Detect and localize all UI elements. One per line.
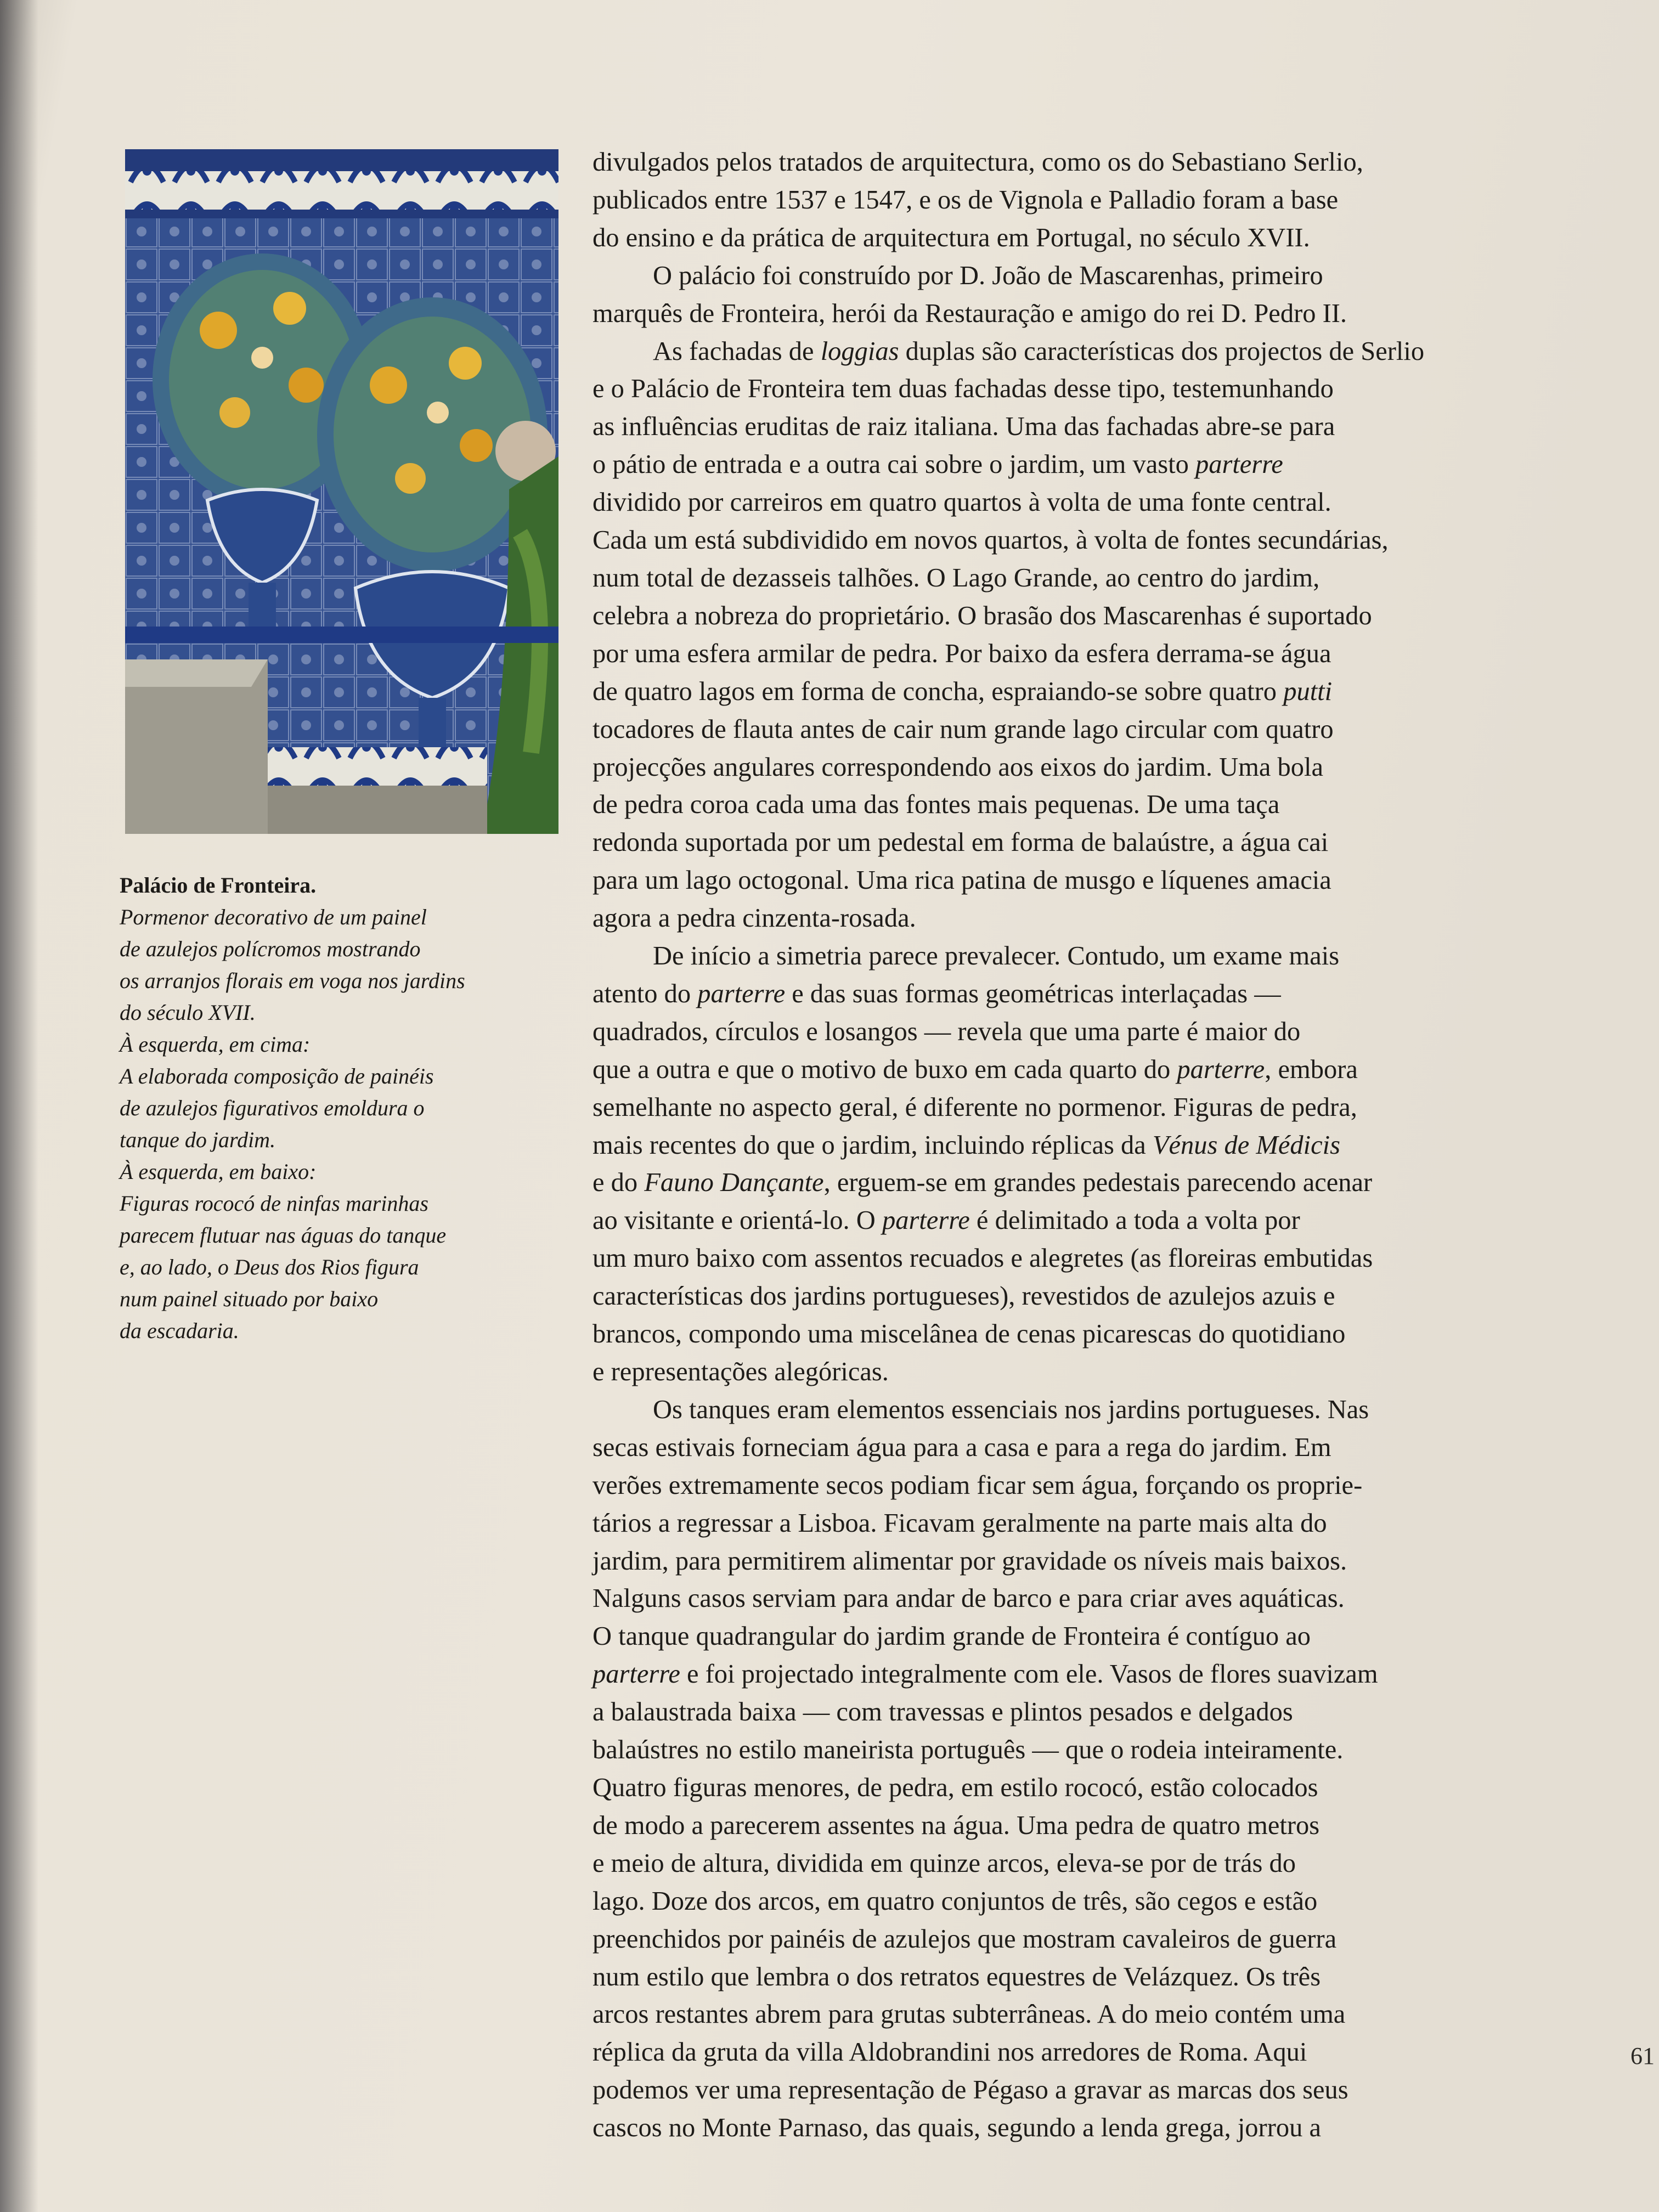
body-text-line: o pátio de entrada e a outra cai sobre o jardim, um vasto parterre: [592, 450, 1283, 479]
photo-caption: [120, 870, 558, 1347]
azulejo-photo: [125, 149, 558, 834]
caption-line: tanque do jardim.: [120, 1127, 276, 1152]
body-text-line: arcos restantes abrem para grutas subterrâneas. A do meio contém uma: [592, 2000, 1346, 2029]
body-text-line: semelhante no aspecto geral, é diferente no pormenor. Figuras de pedra,: [592, 1092, 1357, 1122]
body-text-line: réplica da gruta da villa Aldobrandini nos arredores de Roma. Aqui: [592, 2038, 1307, 2067]
body-text-line: agora a pedra cinzenta-rosada.: [592, 904, 916, 933]
azulejo-panel-illustration: [125, 149, 558, 834]
body-text-line: e representações alegóricas.: [592, 1357, 889, 1386]
body-text-line: brancos, compondo uma miscelânea de cenas picarescas do quotidiano: [592, 1319, 1346, 1349]
body-text-line: Nalguns casos serviam para andar de barco e para criar aves aquáticas.: [592, 1584, 1345, 1613]
body-text-line: lago. Doze dos arcos, em quatro conjuntos de três, são cegos e estão: [592, 1886, 1318, 1916]
body-text-line: ao visitante e orientá-lo. O parterre é delimitado a toda a volta por: [592, 1206, 1300, 1235]
body-text-line: e do Fauno Dançante, erguem-se em grandes pedestais parecendo acenar: [592, 1168, 1373, 1198]
body-text-line: e meio de altura, dividida em quinze arcos, eleva-se por de trás do: [592, 1848, 1296, 1878]
body-text-line: tocadores de flauta antes de cair num grande lago circular com quatro: [592, 714, 1334, 744]
body-text-line: quadrados, círculos e losangos — revela que uma parte é maior do: [592, 1017, 1301, 1046]
body-text-line: De início a simetria parece prevalecer. Contudo, um exame mais: [653, 941, 1340, 971]
body-text-line: podemos ver uma representação de Pégaso a gravar as marcas dos seus: [592, 2075, 1348, 2105]
body-text-line: verões extremamente secos podiam ficar sem água, forçando os proprie-: [592, 1470, 1363, 1500]
body-text-line: por uma esfera armilar de pedra. Por baixo da esfera derrama-se água: [592, 639, 1331, 668]
body-text-line: marquês de Fronteira, herói da Restauração e amigo do rei D. Pedro II.: [592, 298, 1347, 328]
body-text-line: características dos jardins portugueses), revestidos de azulejos azuis e: [592, 1282, 1335, 1311]
caption-line: parecem flutuar nas águas do tanque: [120, 1223, 447, 1248]
caption-title: Palácio de Fronteira.: [120, 873, 317, 898]
body-text-line: Os tanques eram elementos essenciais nos jardins portugueses. Nas: [653, 1395, 1369, 1424]
body-text-line: publicados entre 1537 e 1547, e os de Vignola e Palladio foram a base: [592, 185, 1339, 215]
body-text-line: cascos no Monte Parnaso, das quais, segundo a lenda grega, jorrou a: [592, 2113, 1321, 2143]
caption-line: À esquerda, em cima:: [120, 1032, 311, 1057]
body-text-line: balaústres no estilo maneirista português — que o rodeia inteiramente.: [592, 1735, 1344, 1765]
body-text-line: de quatro lagos em forma de concha, espraiando-se sobre quatro putti: [592, 676, 1333, 706]
caption-line: Pormenor decorativo de um painel: [120, 905, 427, 929]
body-text-line: divulgados pelos tratados de arquitectura, como os do Sebastiano Serlio,: [592, 148, 1363, 177]
body-text-line: as influências eruditas de raiz italiana. Uma das fachadas abre-se para: [592, 412, 1335, 442]
body-text-line: do ensino e da prática de arquitectura em Portugal, no século XVII.: [592, 223, 1310, 252]
body-text-line: projecções angulares correspondendo aos eixos do jardim. Uma bola: [592, 752, 1323, 782]
body-text-line: As fachadas de loggias duplas são características dos projectos de Serlio: [653, 336, 1425, 366]
main-body-text: [592, 144, 1542, 2147]
body-text-line: secas estivais forneciam água para a casa e para a rega do jardim. Em: [592, 1432, 1331, 1462]
body-text-line: atento do parterre e das suas formas geométricas interlaçadas —: [592, 979, 1281, 1008]
body-text-line: de pedra coroa cada uma das fontes mais pequenas. De uma taça: [592, 790, 1280, 820]
caption-line: os arranjos florais em voga nos jardins: [120, 968, 465, 993]
body-text-line: jardim, para permitirem alimentar por gravidade os níveis mais baixos.: [592, 1546, 1347, 1576]
caption-line: num painel situado por baixo: [120, 1286, 379, 1311]
body-text-line: Quatro figuras menores, de pedra, em estilo rococó, estão colocados: [592, 1773, 1318, 1802]
body-text-line: celebra a nobreza do proprietário. O brasão dos Mascarenhas é suportado: [592, 601, 1372, 630]
body-text-line: dividido por carreiros em quatro quartos à volta de uma fonte central.: [592, 488, 1331, 517]
body-text-line: e o Palácio de Fronteira tem duas fachadas desse tipo, testemunhando: [592, 374, 1334, 404]
body-text-line: parterre e foi projectado integralmente com ele. Vasos de flores suavizam: [592, 1660, 1378, 1689]
body-text-line: O tanque quadrangular do jardim grande de Fronteira é contíguo ao: [592, 1622, 1311, 1651]
body-text-line: redonda suportada por um pedestal em forma de balaústre, a água cai: [592, 828, 1329, 857]
body-text-line: para um lago octogonal. Uma rica patina de musgo e líquenes amacia: [592, 866, 1331, 895]
caption-line: A elaborada composição de painéis: [120, 1064, 434, 1088]
body-text-line: preenchidos por painéis de azulejos que mostram cavaleiros de guerra: [592, 1924, 1337, 1954]
page-number: 61: [1630, 2042, 1655, 2069]
body-text-line: O palácio foi construído por D. João de Mascarenhas, primeiro: [653, 261, 1323, 290]
caption-line: de azulejos polícromos mostrando: [120, 936, 421, 961]
body-text-line: num estilo que lembra o dos retratos equestres de Velázquez. Os três: [592, 1962, 1321, 1991]
caption-line: e, ao lado, o Deus dos Rios figura: [120, 1255, 419, 1279]
body-text-line: a balaustrada baixa — com travessas e plintos pesados e delgados: [592, 1697, 1293, 1727]
caption-line: da escadaria.: [120, 1318, 239, 1343]
caption-line: de azulejos figurativos emoldura o: [120, 1096, 425, 1120]
body-text-line: de modo a parecerem assentes na água. Uma pedra de quatro metros: [592, 1810, 1320, 1840]
caption-line: do século XVII.: [120, 1000, 256, 1025]
body-text-line: tários a regressar a Lisboa. Ficavam geralmente na parte mais alta do: [592, 1508, 1327, 1538]
body-text-line: que a outra e que o motivo de buxo em cada quarto do parterre, embora: [592, 1054, 1358, 1084]
caption-line: À esquerda, em baixo:: [120, 1159, 317, 1184]
body-text-line: mais recentes do que o jardim, incluindo réplicas da Vénus de Médicis: [592, 1130, 1340, 1160]
caption-line: Figuras rococó de ninfas marinhas: [120, 1191, 428, 1216]
body-text-line: Cada um está subdividido em novos quartos, à volta de fontes secundárias,: [592, 526, 1389, 555]
body-text-line: num total de dezasseis talhões. O Lago Grande, ao centro do jardim,: [592, 563, 1320, 592]
body-text-line: um muro baixo com assentos recuados e alegretes (as floreiras embutidas: [592, 1244, 1373, 1273]
